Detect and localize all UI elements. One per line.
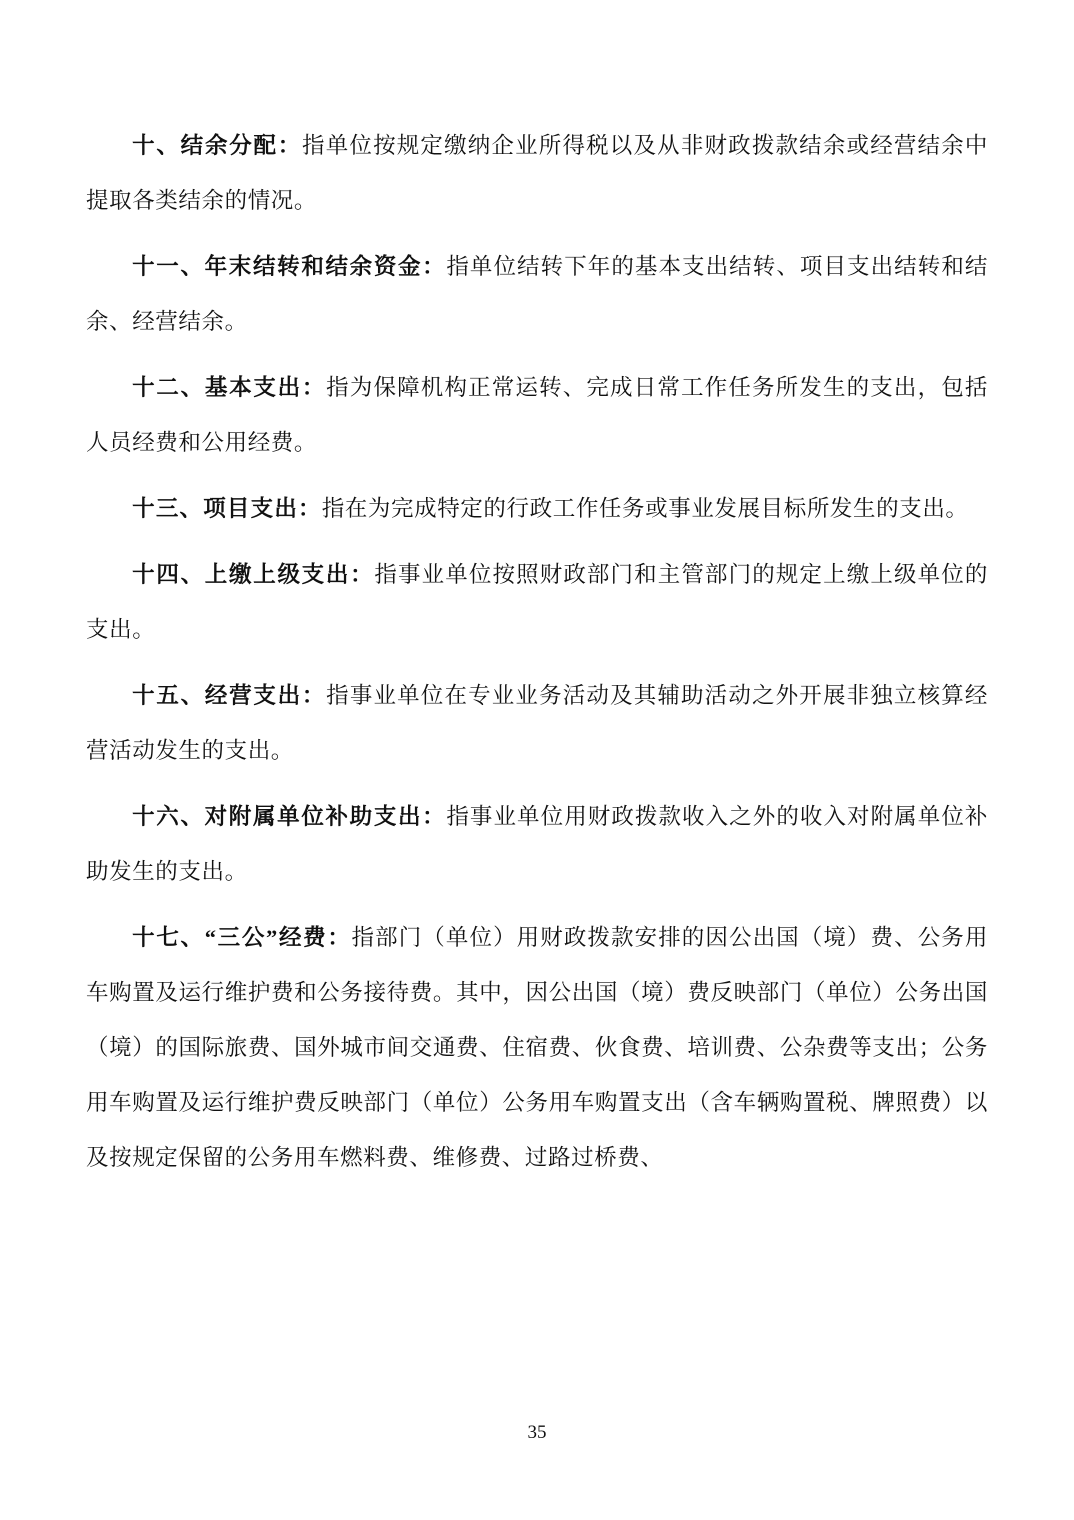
paragraph-12-lead: 十二、基本支出：: [132, 375, 327, 400]
paragraph-14-body: 指事业单位按照财政部门和主管部门的规定上缴上级单位的支出。: [86, 562, 988, 642]
paragraph-15-body: 指事业单位在专业业务活动及其辅助活动之外开展非独立核算经营活动发生的支出。: [86, 683, 988, 763]
paragraph-10-body: 指单位按规定缴纳企业所得税以及从非财政拨款结余或经营结余中提取各类结余的情况。: [86, 133, 988, 213]
paragraph-12-body: 指为保障机构正常运转、完成日常工作任务所发生的支出，包括人员经费和公用经费。: [86, 375, 988, 455]
paragraph-12: [86, 360, 988, 470]
paragraph-15-lead: 十五、经营支出：: [132, 683, 327, 708]
paragraph-13-body: 指在为完成特定的行政工作任务或事业发展目标所发生的支出。: [321, 496, 969, 521]
paragraph-16: [86, 789, 988, 899]
paragraph-13-lead: 十三、项目支出：: [132, 496, 322, 521]
paragraph-14-lead: 十四、上缴上级支出：: [132, 562, 375, 587]
paragraph-10: [86, 118, 988, 228]
paragraph-17-lead: 十七、“三公”经费：: [132, 925, 352, 950]
paragraph-14: [86, 547, 988, 657]
paragraph-17: [86, 910, 988, 1185]
paragraph-10-lead: 十、结余分配：: [132, 133, 303, 158]
paragraph-16-body: 指事业单位用财政拨款收入之外的收入对附属单位补助发生的支出。: [86, 804, 988, 884]
paragraph-11: [86, 239, 988, 349]
paragraph-15: [86, 668, 988, 778]
paragraph-11-body: 指单位结转下年的基本支出结转、项目支出结转和结余、经营结余。: [86, 254, 988, 334]
page-number: 35: [527, 1422, 547, 1443]
paragraph-17-body: 指部门（单位）用财政拨款安排的因公出国（境）费、公务用车购置及运行维护费和公务接待费。其中，因公出国（境）费反映部门（单位）公务出国（境）的国际旅费、国外城市间交通费、住宿费、伙食费、培训费、公杂费等支出；公务用车购置及运行维护费反映部门（单位）公务用车购置支出（含车辆购置税、牌照费）以及按规定保留的公务用车燃料费、维修费、过路过桥费、: [86, 925, 988, 1170]
paragraph-16-lead: 十六、对附属单位补助支出：: [132, 804, 447, 829]
paragraph-13: [86, 481, 988, 536]
paragraph-11-lead: 十一、年末结转和结余资金：: [132, 254, 447, 279]
